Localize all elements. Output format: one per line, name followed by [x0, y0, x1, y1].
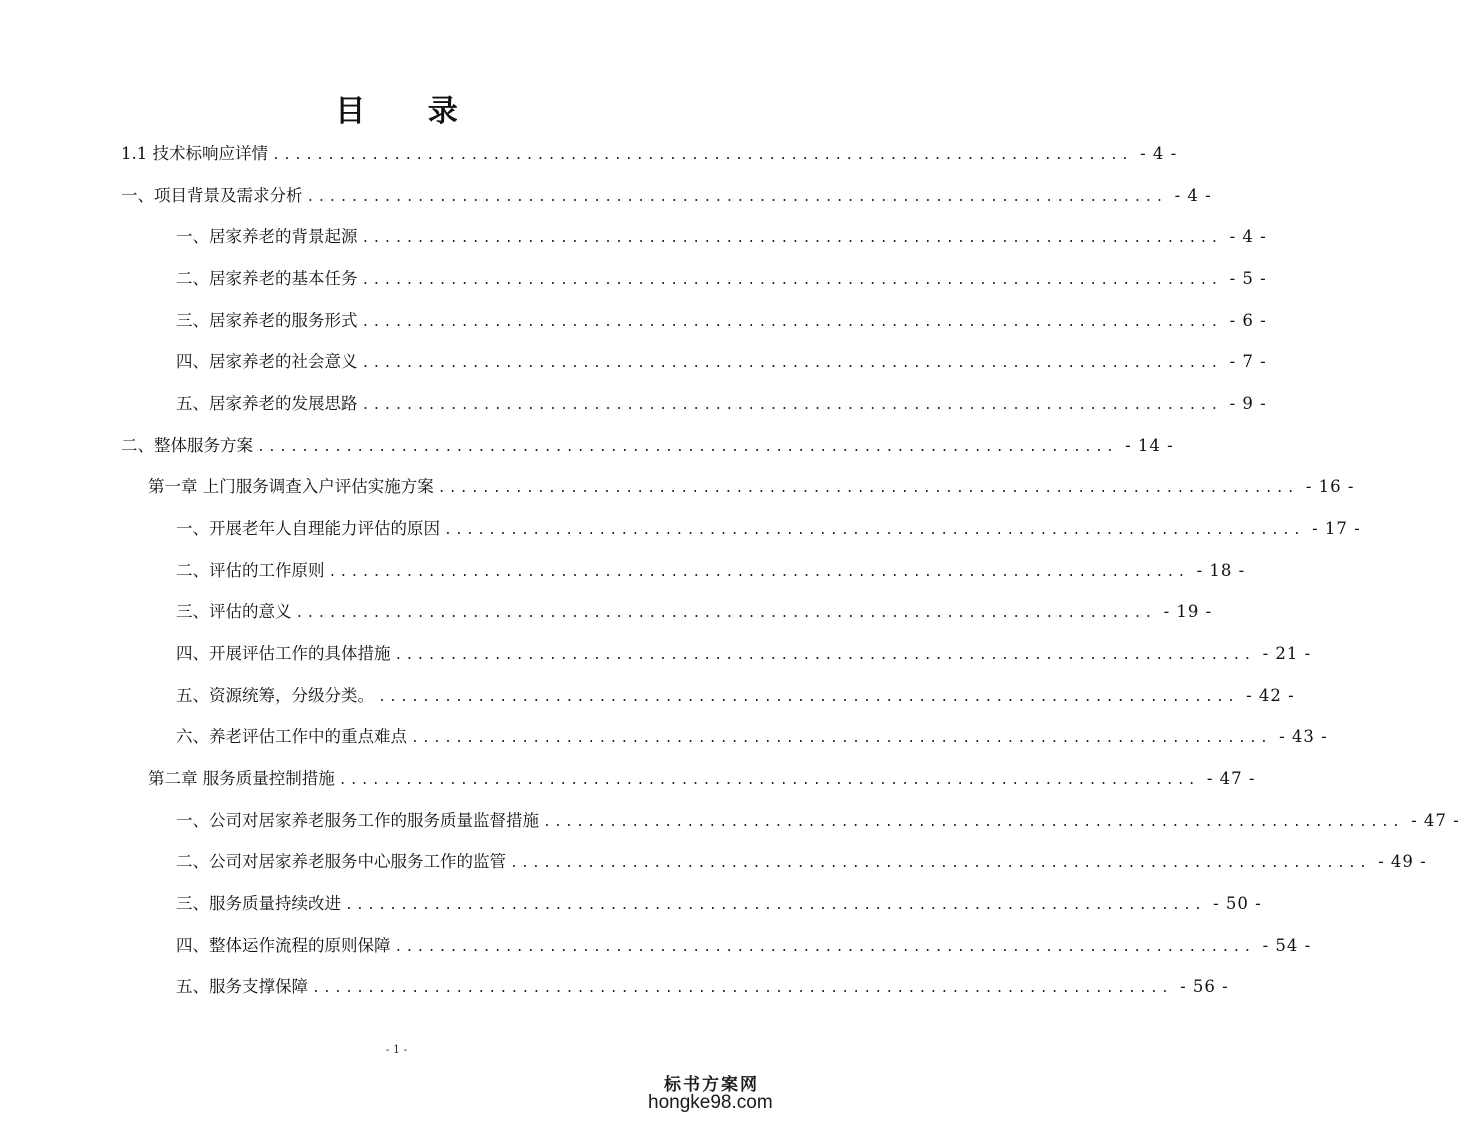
toc-entry[interactable] [176, 723, 1328, 751]
toc-entry-label: 四、开展评估工作的具体措施 [176, 644, 391, 663]
toc-leader-dots: .............................................................................. [394, 648, 1255, 663]
toc-leader-dots: .............................................................................. [361, 398, 1222, 413]
toc-leader-dots: .............................................................................. [394, 940, 1255, 955]
toc-entry-label: 一、项目背景及需求分析 [121, 186, 303, 205]
toc-leader-dots: .............................................................................. [345, 898, 1206, 913]
toc-entry[interactable] [148, 473, 1355, 501]
toc-entry[interactable] [176, 807, 1460, 835]
page-number: - 1 - [385, 1043, 408, 1056]
watermark-site-name: 标书方案网 [664, 1075, 759, 1095]
watermark-url: hongke98.com [648, 1092, 773, 1113]
toc-entry-page: - 56 - [1180, 977, 1229, 996]
toc-leader-dots: .............................................................................. [543, 815, 1404, 830]
toc-entry-label: 五、服务支撑保障 [176, 977, 308, 996]
toc-entry-label: 1.1 技术标响应详情 [121, 144, 268, 163]
toc-title: 目 录 [335, 94, 484, 129]
toc-entry[interactable] [148, 765, 1256, 793]
toc-entry-page: - 5 - [1229, 269, 1267, 288]
toc-entry[interactable] [176, 932, 1312, 960]
toc-entry[interactable] [176, 890, 1262, 918]
toc-leader-dots: .............................................................................. [295, 606, 1156, 621]
toc-entry-label: 五、资源统筹，分级分类。 [176, 686, 374, 705]
toc-entry-page: - 4 - [1140, 144, 1178, 163]
toc-entry-label: 第二章 服务质量控制措施 [148, 769, 335, 788]
toc-leader-dots: .............................................................................. [338, 773, 1199, 788]
toc-entry-page: - 42 - [1246, 686, 1295, 705]
toc-entry-label: 三、服务质量持续改进 [176, 894, 341, 913]
toc-leader-dots: .............................................................................. [378, 690, 1239, 705]
toc-leader-dots: .............................................................................. [306, 190, 1167, 205]
toc-leader-dots: .............................................................................. [328, 565, 1189, 580]
toc-entry-label: 一、公司对居家养老服务工作的服务质量监督措施 [176, 811, 539, 830]
toc-entry-page: - 4 - [1174, 186, 1212, 205]
toc-entry[interactable] [176, 390, 1267, 418]
toc-leader-dots: .............................................................................. [361, 315, 1222, 330]
toc-entry-page: - 43 - [1279, 727, 1328, 746]
toc-entry-page: - 19 - [1163, 602, 1213, 621]
toc-entry[interactable] [176, 848, 1427, 876]
toc-entry-label: 三、居家养老的服务形式 [176, 311, 358, 330]
toc-leader-dots: .............................................................................. [510, 856, 1371, 871]
toc-leader-dots: .............................................................................. [257, 440, 1118, 455]
toc-entry-page: - 7 - [1229, 352, 1267, 371]
toc-entry-page: - 4 - [1229, 227, 1267, 246]
toc-entry-label: 四、整体运作流程的原则保障 [176, 936, 391, 955]
toc-leader-dots: .............................................................................. [361, 356, 1222, 371]
toc-entry-label: 二、整体服务方案 [121, 436, 253, 455]
toc-entry-label: 第一章 上门服务调查入户评估实施方案 [148, 477, 434, 496]
toc-entry-label: 二、居家养老的基本任务 [176, 269, 358, 288]
toc-entry[interactable] [176, 973, 1229, 1001]
toc-leader-dots: .............................................................................. [444, 523, 1305, 538]
toc-entry-label: 六、养老评估工作中的重点难点 [176, 727, 407, 746]
toc-entry[interactable] [176, 307, 1267, 335]
toc-leader-dots: .............................................................................. [437, 481, 1298, 496]
toc-entry[interactable] [176, 348, 1267, 376]
toc-entry-page: - 6 - [1229, 311, 1267, 330]
toc-entry[interactable] [121, 432, 1174, 460]
toc-entry[interactable] [176, 640, 1312, 668]
toc-leader-dots: .............................................................................. [411, 731, 1272, 746]
toc-leader-dots: .............................................................................. [312, 981, 1173, 996]
toc-entry-page: - 47 - [1206, 769, 1256, 788]
toc-entry-label: 二、公司对居家养老服务中心服务工作的监管 [176, 852, 506, 871]
toc-entry-page: - 49 - [1378, 852, 1427, 871]
toc-entry-label: 二、评估的工作原则 [176, 561, 325, 580]
toc-entry-label: 四、居家养老的社会意义 [176, 352, 358, 371]
toc-entry-page: - 17 - [1312, 519, 1361, 538]
toc-entry-page: - 54 - [1262, 936, 1312, 955]
toc-entry-page: - 14 - [1125, 436, 1174, 455]
toc-entry[interactable] [121, 140, 1178, 168]
toc-entry-page: - 9 - [1229, 394, 1267, 413]
toc-entry-page: - 18 - [1196, 561, 1246, 580]
toc-entry-label: 三、评估的意义 [176, 602, 292, 621]
toc-leader-dots: .............................................................................. [361, 231, 1222, 246]
toc-entry-label: 一、居家养老的背景起源 [176, 227, 358, 246]
toc-entry-label: 五、居家养老的发展思路 [176, 394, 358, 413]
toc-entry[interactable] [176, 223, 1267, 251]
toc-entry[interactable] [176, 265, 1267, 293]
toc-entry[interactable] [176, 515, 1361, 543]
toc-leader-dots: .............................................................................. [272, 148, 1133, 163]
toc-entry-label: 一、开展老年人自理能力评估的原因 [176, 519, 440, 538]
toc-leader-dots: .............................................................................. [361, 273, 1222, 288]
toc-entry-page: - 47 - [1411, 811, 1460, 830]
toc-entry-page: - 50 - [1213, 894, 1262, 913]
toc-entry[interactable] [121, 182, 1212, 210]
toc-entry-page: - 16 - [1305, 477, 1355, 496]
toc-entry-page: - 21 - [1262, 644, 1312, 663]
toc-entry[interactable] [176, 598, 1213, 626]
toc-entry[interactable] [176, 557, 1246, 585]
toc-entry[interactable] [176, 682, 1295, 710]
